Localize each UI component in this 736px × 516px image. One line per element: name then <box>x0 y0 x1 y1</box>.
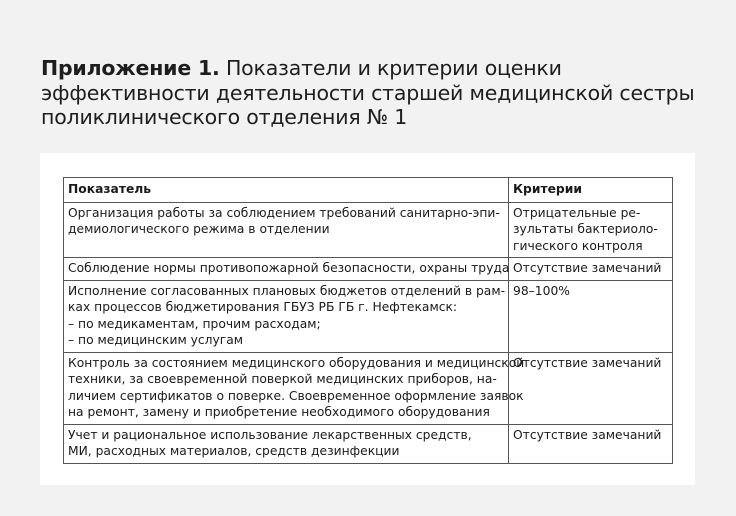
indicator-cell <box>64 202 509 258</box>
criteria-cell <box>509 202 673 258</box>
cell-line: гического контроля <box>513 238 643 253</box>
criteria-cell <box>509 352 673 424</box>
table-row <box>64 352 673 424</box>
cell-line: Соблюдение нормы противопожарной безопасности, охраны труда <box>68 261 510 275</box>
indicator-cell <box>64 352 525 424</box>
table-row <box>64 280 673 352</box>
cell-line: Отрицательные ре- <box>513 205 641 220</box>
cell-line: демиологического режима в отделении <box>68 222 330 236</box>
cell-line: – по медицинским услугам <box>68 333 244 347</box>
title-line-1: Показатели и критерии оценки <box>225 56 562 80</box>
cell-line: Исполнение согласованных плановых бюджетов отделений в рам- <box>68 283 506 298</box>
header-criteria: Критерии <box>509 178 673 203</box>
indicators-table <box>63 177 673 464</box>
cell-line: Организация работы за соблюдением требований санитарно-эпи- <box>68 205 500 220</box>
indicator-cell <box>64 280 509 352</box>
cell-line: зультаты бактериоло- <box>513 222 658 236</box>
criteria-cell <box>509 258 673 281</box>
cell-line: на ремонт, замену и приобретение необходимого оборудования <box>68 405 490 419</box>
cell-line: ках процессов бюджетирования ГБУЗ РБ ГБ г. Нефтекамск: <box>68 300 458 314</box>
table-row <box>64 424 673 463</box>
cell-line: Отсутствие замечаний <box>513 427 662 442</box>
cell-line: личием сертификатов о поверке. Своевременное оформление заявок <box>68 388 524 403</box>
table-header-row <box>64 178 673 203</box>
title-label: Приложение 1. <box>41 56 220 80</box>
indicator-cell <box>64 258 509 281</box>
cell-line: Отсутствие замечаний <box>513 355 662 370</box>
table-row <box>64 202 673 258</box>
cell-line: техники, за своевременной поверкой медицинских приборов, на- <box>68 372 497 386</box>
cell-line: Отсутствие замечаний <box>513 261 662 275</box>
cell-line: – по медикаментам, прочим расходам; <box>68 316 321 331</box>
title-line-3: поликлинического отделения № 1 <box>41 105 408 129</box>
cell-line: 98–100% <box>513 283 570 298</box>
cell-line: Контроль за состоянием медицинского оборудования и медицинской <box>68 355 525 370</box>
cell-line: МИ, расходных материалов, средств дезинфекции <box>68 444 400 458</box>
header-indicator: Показатель <box>64 178 509 203</box>
criteria-cell <box>509 424 673 463</box>
cell-line: Учет и рациональное использование лекарственных средств, <box>68 427 472 442</box>
title-line-2: эффективности деятельности старшей медицинской сестры <box>41 80 695 105</box>
criteria-cell <box>509 280 673 352</box>
table-row <box>64 258 673 281</box>
page-title <box>41 56 701 130</box>
table-panel <box>40 153 695 485</box>
indicator-cell <box>64 424 509 463</box>
